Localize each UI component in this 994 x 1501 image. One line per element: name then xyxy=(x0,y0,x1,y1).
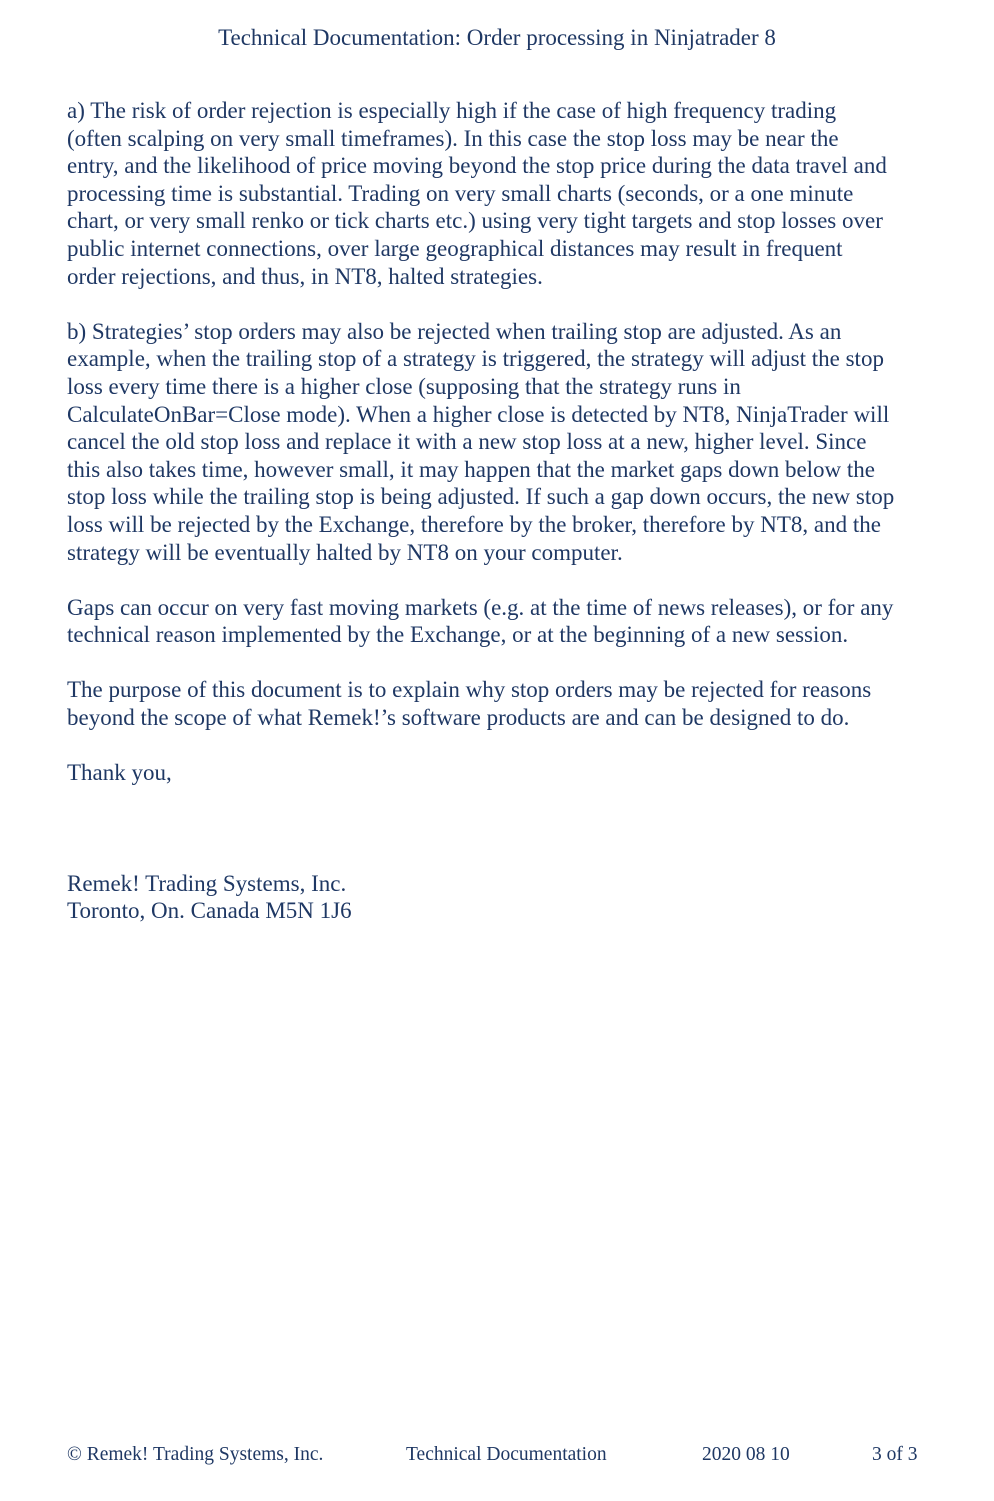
text-line: cancel the old stop loss and replace it with a new stop loss at a new, higher level. Since xyxy=(67,429,867,455)
signature-company: Remek! Trading Systems, Inc. xyxy=(67,870,347,896)
text-line: beyond the scope of what Remek!’s software products are and can be designed to do. xyxy=(67,705,850,731)
signature-address: Toronto, On. Canada M5N 1J6 xyxy=(67,898,352,924)
text-line: b) Strategies’ stop orders may also be rejected when trailing stop are adjusted. As an xyxy=(67,318,842,344)
page-header-title: Technical Documentation: Order processing in Ninjatrader 8 xyxy=(218,25,776,50)
text-line: chart, or very small renko or tick charts etc.) using very tight targets and stop losses over xyxy=(67,208,883,234)
signature-block xyxy=(67,870,947,925)
footer-date: 2020 08 10 xyxy=(702,1444,790,1465)
text-line: technical reason implemented by the Exchange, or at the beginning of a new session. xyxy=(67,622,849,648)
text-line: this also takes time, however small, it may happen that the market gaps down below the xyxy=(67,456,875,482)
text-line: entry, and the likelihood of price moving beyond the stop price during the data travel and xyxy=(67,153,887,179)
text-line: stop loss while the trailing stop is being adjusted. If such a gap down occurs, the new stop xyxy=(67,484,895,510)
closing-line: Thank you, xyxy=(67,760,172,786)
footer-page-number: 3 of 3 xyxy=(872,1444,918,1465)
text-line: strategy will be eventually halted by NT8 on your computer. xyxy=(67,539,623,565)
text-line: The purpose of this document is to explain why stop orders may be rejected for reasons xyxy=(67,677,872,703)
footer-copyright: © Remek! Trading Systems, Inc. xyxy=(67,1444,324,1465)
paragraph-trailing-stop xyxy=(67,318,947,566)
text-line: example, when the trailing stop of a strategy is triggered, the strategy will adjust the stop xyxy=(67,346,884,372)
text-line: public internet connections, over large geographical distances may result in frequent xyxy=(67,235,843,261)
document-body xyxy=(67,97,947,925)
page-footer xyxy=(0,1442,994,1468)
text-line: Gaps can occur on very fast moving markets (e.g. at the time of news releases), or for any xyxy=(67,594,894,620)
footer-doc-type: Technical Documentation xyxy=(406,1444,607,1465)
text-line: loss will be rejected by the Exchange, therefore by the broker, therefore by NT8, and the xyxy=(67,511,881,537)
text-line: a) The risk of order rejection is especially high if the case of high frequency trading xyxy=(67,98,837,123)
text-line: order rejections, and thus, in NT8, halted strategies. xyxy=(67,263,543,289)
paragraph-gaps xyxy=(67,594,947,649)
text-line: CalculateOnBar=Close mode). When a higher close is detected by NT8, NinjaTrader will xyxy=(67,401,890,427)
text-line: (often scalping on very small timeframes). In this case the stop loss may be near the xyxy=(67,125,839,151)
paragraph-purpose xyxy=(67,676,947,731)
paragraph-order-rejection-risk xyxy=(67,97,947,290)
text-line: loss every time there is a higher close (supposing that the strategy runs in xyxy=(67,373,741,399)
text-line: processing time is substantial. Trading on very small charts (seconds, or a one minute xyxy=(67,180,854,206)
